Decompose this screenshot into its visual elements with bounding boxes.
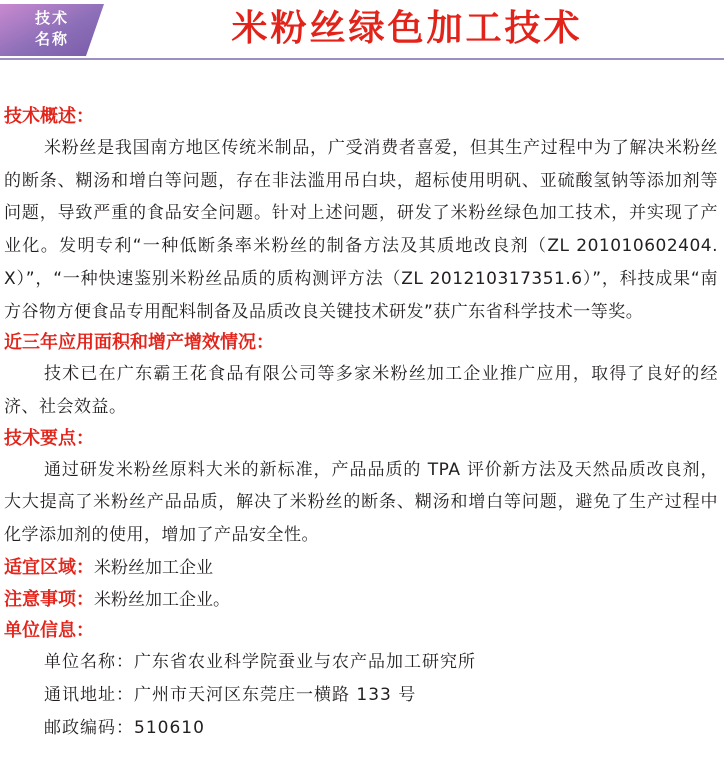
key-points-heading: 技术要点： <box>4 427 94 449</box>
overview-text: 米粉丝是我国南方地区传统米制品，广受消费者喜爱，但其生产过程中为了解决米粉丝的断条、糊汤和增白等问题，存在非法滥用吊白块，超标使用明矾、亚硫酸氢钠等添加剂等问题，导致严重的食品安全问题。针对上述问题，研发了米粉丝绿色加工技术，并实现了产业化。发明专利“一种低断条率米粉丝的制备方法及其质地改良剂（ZL 201010602404. X）”，“一种快速鉴别米粉丝品质的质构测评方法（ZL 201210317351.6）”，科技成果“南方谷物方便食品专用配料制备及品质改良关键技术研发”获广东省科学技术一等奖。 <box>4 138 718 322</box>
main-content <box>4 102 718 745</box>
unit-address: 通讯地址：广州市天河区东莞庄一横路 133 号 <box>44 684 417 705</box>
application-text: 技术已在广东霸王花食品有限公司等多家米粉丝加工企业推广应用，取得了良好的经济、社会效益。 <box>4 364 718 417</box>
notes-row <box>4 584 718 616</box>
region-label: 适宜区域： <box>4 556 94 578</box>
notes-label: 注意事项： <box>4 588 94 610</box>
unit-name: 单位名称：广东省农业科学院蚕业与农产品加工研究所 <box>44 651 476 672</box>
unit-postcode: 邮政编码：510610 <box>44 717 205 738</box>
tag-line-2: 名称 <box>34 30 69 48</box>
tag-line-1: 技术 <box>34 9 69 27</box>
region-value: 米粉丝加工企业 <box>94 557 213 578</box>
region-row <box>4 552 718 584</box>
page-title: 米粉丝绿色加工技术 <box>231 8 583 49</box>
notes-value: 米粉丝加工企业。 <box>94 589 230 610</box>
unit-heading: 单位信息： <box>4 619 94 641</box>
header <box>0 0 724 60</box>
application-heading: 近三年应用面积和增产增效情况： <box>4 332 274 354</box>
overview-heading: 技术概述： <box>4 106 94 127</box>
key-points-text: 通过研发米粉丝原料大米的新标准，产品品质的 TPA 评价新方法及天然品质改良剂，大大提高了米粉丝产品品质，解决了米粉丝的断条、糊汤和增白等问题，避免了生产过程中化学添加剂的使用，增加了产品安全性。 <box>4 459 718 546</box>
